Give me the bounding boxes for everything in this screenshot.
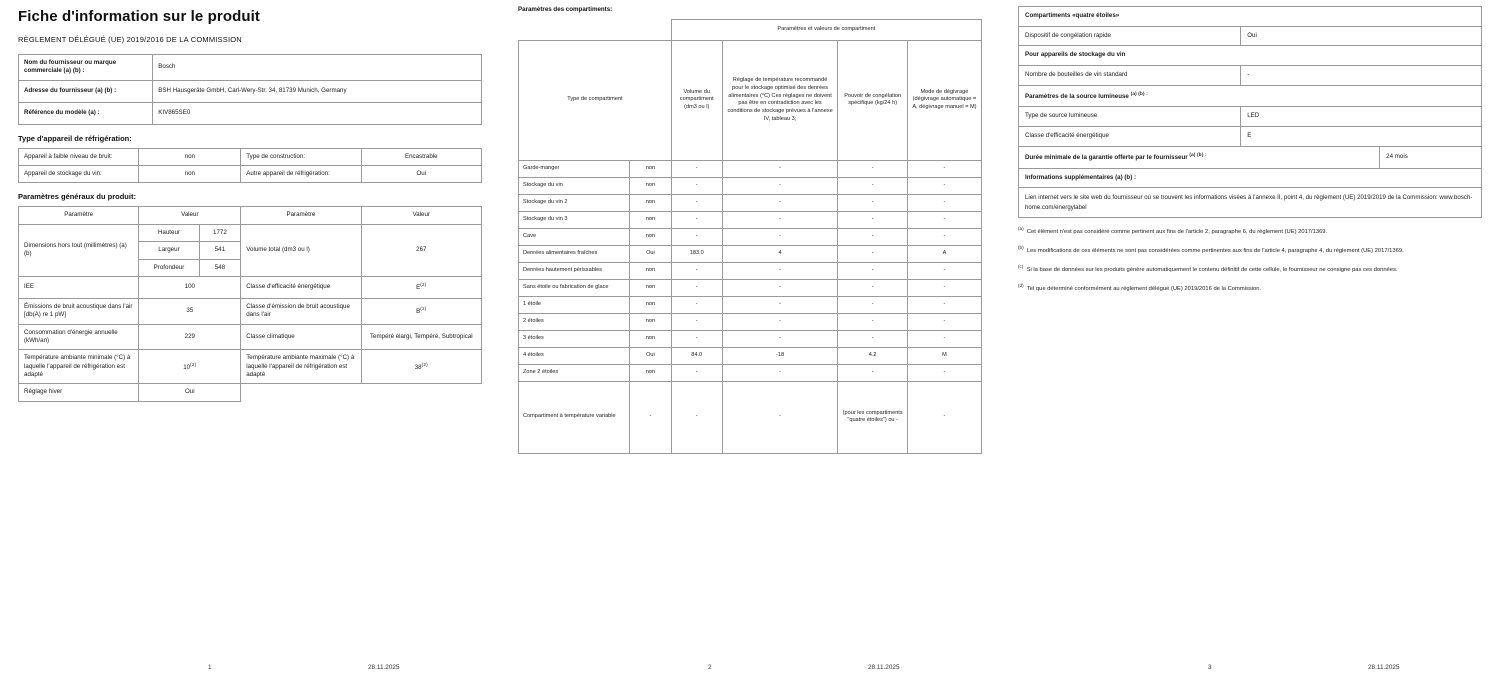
table-row — [519, 381, 982, 453]
compartment-name: Stockage du vin — [519, 177, 630, 194]
empty-cell — [361, 384, 481, 401]
winter-setting-value: Oui — [139, 384, 241, 401]
compartment-defrost: - — [907, 296, 981, 313]
compartment-volume: - — [671, 296, 722, 313]
other-appliance-value: Oui — [361, 166, 481, 183]
table-row — [519, 330, 982, 347]
compartment-present: Oui — [630, 347, 672, 364]
compartment-volume: - — [671, 177, 722, 194]
footnote-text: Si la base de données sur les produits génère automatiquement le contenu définitif de cette cellule, le fournisseur ne consigne pas ces données. — [1026, 266, 1398, 273]
compartment-name: Stockage du vin 2 — [519, 194, 630, 211]
table-row — [519, 364, 982, 381]
compartment-freezing: - — [838, 364, 907, 381]
compartment-name: 3 étoiles — [519, 330, 630, 347]
empty-cell — [241, 384, 361, 401]
compartment-present: Oui — [630, 245, 672, 262]
compartment-freezing: - — [838, 194, 907, 211]
height-value: 1772 — [199, 224, 241, 241]
supplier-address-value: BSH Hausgeräte GmbH, Carl-Wery-Str. 34, 81739 Munich, Germany — [153, 80, 482, 102]
compartment-freezing: (pour les compartiments "quatre étoiles") ou - — [838, 381, 907, 453]
height-label: Hauteur — [139, 224, 199, 241]
table-row — [519, 262, 982, 279]
noise-emission-value: 35 — [139, 298, 241, 324]
compartment-present: non — [630, 279, 672, 296]
compartment-defrost: - — [907, 381, 981, 453]
light-source-note-mark: (a) (b) : — [1130, 90, 1148, 96]
table-row — [1019, 107, 1482, 127]
freezing-capacity-header: Pouvoir de congélation spécifique (kg/24 h) — [838, 40, 907, 160]
total-volume-label: Volume total (dm3 ou l) — [241, 224, 361, 276]
compartment-volume-header: Volume du compartiment (dm3 ou l) — [671, 40, 722, 160]
compartment-freezing: - — [838, 177, 907, 194]
noise-class-label: Classe d'émission de bruit acoustique dans l'air — [241, 298, 361, 324]
empty-corner-cell — [519, 20, 672, 41]
warranty-label: Durée minimale de la garantie offerte par le fournisseur $^{(a) (b) :}$ — [1019, 146, 1380, 168]
compartment-present: non — [630, 194, 672, 211]
four-star-title: Compartiments «quatre étoiles» — [1019, 7, 1482, 27]
compartment-freezing: - — [838, 228, 907, 245]
eei-value: 100 — [139, 276, 241, 298]
table-row — [519, 347, 982, 364]
compartment-defrost: - — [907, 160, 981, 177]
light-source-title: Paramètres de la source lumineuse $^{(a) (b) :}$ — [1019, 85, 1482, 107]
compartment-temp: - — [722, 262, 838, 279]
model-reference-value: KIV865SE0 — [153, 102, 482, 124]
page-number: 1 — [208, 664, 212, 671]
eei-label: IEE — [19, 276, 139, 298]
footnote-mark: (c) — [1018, 263, 1024, 269]
depth-value: 548 — [199, 259, 241, 276]
min-ambient-note-mark: (2) — [190, 361, 197, 367]
compartment-present: non — [630, 262, 672, 279]
fast-freeze-value: Oui — [1241, 26, 1482, 46]
footnote-a — [1018, 225, 1482, 237]
table-row — [1019, 85, 1482, 107]
compartment-table — [518, 19, 982, 454]
compartment-temp: - — [722, 313, 838, 330]
energy-class-label: Classe d'efficacité énergétique — [241, 276, 361, 298]
footnotes — [1018, 225, 1482, 294]
compartment-name: 1 étoile — [519, 296, 630, 313]
page-title: Fiche d'information sur le produit — [18, 8, 260, 25]
table-row — [519, 279, 982, 296]
low-noise-value: non — [139, 148, 241, 165]
light-class-value: E — [1241, 127, 1482, 147]
annual-energy-label: Consommation d'énergie annuelle (kWh/an) — [19, 324, 139, 350]
compartment-freezing: - — [838, 296, 907, 313]
compartment-volume: - — [671, 262, 722, 279]
wine-storage-value: non — [139, 166, 241, 183]
compartment-temp: - — [722, 211, 838, 228]
compartment-present: non — [630, 330, 672, 347]
value-header-2: Valeur — [361, 207, 481, 224]
winter-setting-label: Réglage hiver — [19, 384, 139, 401]
footnote-mark: (b) — [1018, 244, 1024, 250]
light-type-value: LED — [1241, 107, 1482, 127]
footnote-text: Cet élément n'est pas considéré comme pertinent aux fins de l'article 2, paragraphe 6, du règlement (UE) 2017/1369. — [1026, 228, 1328, 235]
compartment-defrost: - — [907, 228, 981, 245]
page-3 — [1000, 0, 1500, 673]
table-row — [19, 276, 482, 298]
footnote-c — [1018, 263, 1482, 275]
compartment-name: Garde-manger — [519, 160, 630, 177]
compartment-volume: - — [671, 160, 722, 177]
compartment-type-header: Type de compartiment — [519, 40, 672, 160]
table-row — [519, 245, 982, 262]
compartment-temp: - — [722, 364, 838, 381]
compartment-defrost: A — [907, 245, 981, 262]
extra-info-text — [1019, 188, 1482, 218]
compartment-temp: - — [722, 177, 838, 194]
table-row — [19, 298, 482, 324]
footnote-text: Les modifications de ces éléments ne sont pas considérées comme pertinentes aux fins de l'article 4, paragraphe 4, du règlement (UE) 2017/1369. — [1026, 247, 1404, 254]
noise-class-note-mark: (2) — [420, 306, 427, 312]
table-row — [1019, 127, 1482, 147]
table-row — [519, 177, 982, 194]
regulation-subtitle: RÈGLEMENT DÉLÉGUÉ (UE) 2019/2016 DE LA COMMISSION — [18, 35, 242, 44]
construction-type-value: Encastrable — [361, 148, 481, 165]
table-row — [1019, 168, 1482, 188]
compartment-name: 2 étoiles — [519, 313, 630, 330]
noise-emission-label: Émissions de bruit acoustique dans l'air [db(A) re 1 pW] — [19, 298, 139, 324]
page-date: 28.11.2025 — [868, 664, 900, 671]
compartment-defrost: - — [907, 364, 981, 381]
compartment-freezing: - — [838, 245, 907, 262]
noise-class-value: $B^{(2)}$ — [361, 298, 481, 324]
width-value: 541 — [199, 242, 241, 259]
param-header-2: Paramètre — [241, 207, 361, 224]
table-row — [519, 296, 982, 313]
footnote-mark: (a) — [1018, 226, 1024, 232]
compartment-freezing: - — [838, 211, 907, 228]
extra-info-title: Informations supplémentaires (a) (b) : — [1019, 168, 1482, 188]
compartment-name: Denrées hautement périssables — [519, 262, 630, 279]
compartment-volume: - — [671, 381, 722, 453]
compartment-defrost: - — [907, 313, 981, 330]
compartment-freezing: 4.2 — [838, 347, 907, 364]
energy-class-note-mark: (2) — [420, 282, 427, 288]
compartment-name: Zone 2 étoiles — [519, 364, 630, 381]
page-number: 2 — [708, 664, 712, 671]
compartment-present: non — [630, 228, 672, 245]
table-row — [19, 102, 482, 124]
compartment-parameters-title: Paramètres des compartiments: — [518, 6, 613, 13]
compartment-freezing: - — [838, 330, 907, 347]
annual-energy-value: 229 — [139, 324, 241, 350]
wine-storage-label: Appareil de stockage du vin: — [19, 166, 139, 183]
compartment-freezing: - — [838, 160, 907, 177]
table-row — [519, 313, 982, 330]
appliance-type-table — [18, 148, 482, 184]
compartment-freezing: - — [838, 313, 907, 330]
table-row — [519, 40, 982, 160]
compartment-present: - — [630, 381, 672, 453]
compartment-temp: - — [722, 279, 838, 296]
recommended-temp-header: Réglage de température recommandé pour le stockage optimisé des denrées alimentaires (°C) Ces réglages ne doivent pas être en contradiction avec les conditions de stockage prévues à l'annexe IV, tableau 3; — [722, 40, 838, 160]
compartment-temp: - — [722, 160, 838, 177]
total-volume-value: 267 — [361, 224, 481, 276]
footnote-mark: (d) — [1018, 282, 1024, 288]
page-2 — [500, 0, 1000, 673]
table-row — [1019, 188, 1482, 218]
compartment-name: Stockage du vin 3 — [519, 211, 630, 228]
four-star-table — [1018, 6, 1482, 218]
compartment-freezing: - — [838, 262, 907, 279]
light-class-label: Classe d'efficacité énergétique — [1019, 127, 1241, 147]
page-date: 28.11.2025 — [368, 664, 400, 671]
compartment-freezing: - — [838, 279, 907, 296]
compartment-defrost: - — [907, 330, 981, 347]
footnote-d — [1018, 282, 1482, 294]
warranty-value: 24 mois — [1380, 146, 1482, 168]
compartment-volume: - — [671, 364, 722, 381]
table-row — [19, 224, 482, 241]
compartment-name: Sans étoile ou fabrication de glace — [519, 279, 630, 296]
appliance-type-title: Type d'appareil de réfrigération: — [18, 133, 132, 143]
table-row — [19, 207, 482, 224]
table-row — [1019, 66, 1482, 86]
compartment-temp: - — [722, 194, 838, 211]
low-noise-label: Appareil à faible niveau de bruit: — [19, 148, 139, 165]
max-ambient-value: 38$^{(2)}$ — [361, 350, 481, 384]
compartment-temp: - — [722, 296, 838, 313]
table-row — [1019, 26, 1482, 46]
table-row — [19, 350, 482, 384]
table-row — [1019, 46, 1482, 66]
compartment-present: non — [630, 177, 672, 194]
supplier-table — [18, 54, 482, 125]
compartment-volume: - — [671, 330, 722, 347]
compartment-present: non — [630, 211, 672, 228]
table-row — [19, 55, 482, 81]
table-row — [19, 384, 482, 401]
other-appliance-label: Autre appareil de réfrigération: — [241, 166, 361, 183]
wine-section-title: Pour appareils de stockage du vin — [1019, 46, 1482, 66]
compartment-volume: 84.0 — [671, 347, 722, 364]
table-row — [19, 148, 482, 165]
table-row — [1019, 146, 1482, 168]
width-label: Largeur — [139, 242, 199, 259]
general-parameters-title: Paramètres généraux du produit: — [18, 192, 136, 202]
fast-freeze-label: Dispositif de congélation rapide — [1019, 26, 1241, 46]
compartment-defrost: - — [907, 194, 981, 211]
compartment-present: non — [630, 296, 672, 313]
supplier-name-label: Nom du fournisseur ou marque commerciale (a) (b) : — [19, 55, 153, 81]
table-row — [519, 194, 982, 211]
table-row — [19, 324, 482, 350]
min-ambient-value: 10$^{(2)}$ — [139, 350, 241, 384]
compartment-volume: - — [671, 228, 722, 245]
warranty-note-mark: (a) (b) : — [1189, 151, 1207, 157]
compartment-volume: - — [671, 313, 722, 330]
wine-bottles-label: Nombre de bouteilles de vin standard — [1019, 66, 1241, 86]
climate-class-label: Classe climatique — [241, 324, 361, 350]
compartment-volume: - — [671, 211, 722, 228]
compartment-name: Compartiment à température variable — [519, 381, 630, 453]
table-row — [519, 20, 982, 41]
table-row — [519, 160, 982, 177]
table-row — [19, 80, 482, 102]
dimensions-label: Dimensions hors tout (millimètres) (a) (b) — [19, 224, 139, 276]
supplier-address-label: Adresse du fournisseur (a) (b) : — [19, 80, 153, 102]
compartment-defrost: - — [907, 177, 981, 194]
compartment-present: non — [630, 364, 672, 381]
value-header-1: Valeur — [139, 207, 241, 224]
compartment-defrost: - — [907, 262, 981, 279]
compartment-defrost: - — [907, 211, 981, 228]
compartment-name: 4 étoiles — [519, 347, 630, 364]
page-1 — [0, 0, 500, 673]
compartment-defrost: M — [907, 347, 981, 364]
compartment-temp: - — [722, 381, 838, 453]
compartment-present: non — [630, 160, 672, 177]
compartment-volume: 183.0 — [671, 245, 722, 262]
supplier-name-value: Bosch — [153, 55, 482, 81]
compartment-volume: - — [671, 279, 722, 296]
group-header: Paramètres et valeurs de compartiment — [671, 20, 981, 41]
footnote-text: Tel que déterminé conformément au règlement délégué (UE) 2019/2016 de la Commission. — [1026, 285, 1262, 292]
table-row — [519, 211, 982, 228]
compartment-temp: - — [722, 228, 838, 245]
page-number: 3 — [1208, 664, 1212, 671]
table-row — [1019, 7, 1482, 27]
min-ambient-label: Température ambiante minimale (°C) à laquelle l'appareil de réfrigération est adapté — [19, 350, 139, 384]
compartment-temp: -18 — [722, 347, 838, 364]
wine-bottles-value: - — [1241, 66, 1482, 86]
supplier-website-text: Lien internet vers le site web du fournisseur où se trouvent les informations visées à l'annexe II, point 4, du règlement (UE) 2019/2019 de la Commission: www.bosch-home.com/energylabel — [1025, 194, 1473, 211]
light-type-label: Type de source lumineuse — [1019, 107, 1241, 127]
compartment-name: Denrées alimentaires fraîches — [519, 245, 630, 262]
model-reference-label: Référence du modèle (a) : — [19, 102, 153, 124]
page-date: 28.11.2025 — [1368, 664, 1400, 671]
compartment-name: Cave — [519, 228, 630, 245]
compartment-present: non — [630, 313, 672, 330]
general-parameters-table — [18, 206, 482, 401]
max-ambient-label: Température ambiante maximale (°C) à laquelle l'appareil de réfrigération est adapté — [241, 350, 361, 384]
compartment-volume: - — [671, 194, 722, 211]
construction-type-label: Type de construction: — [241, 148, 361, 165]
table-row — [19, 166, 482, 183]
footnote-b — [1018, 244, 1482, 256]
energy-class-value: $E^{(2)}$ — [361, 276, 481, 298]
compartment-temp: 4 — [722, 245, 838, 262]
compartment-temp: - — [722, 330, 838, 347]
defrost-mode-header: Mode de dégivrage (dégivrage automatique = A, dégivrage manuel = M) — [907, 40, 981, 160]
param-header-1: Paramètre — [19, 207, 139, 224]
max-ambient-note-mark: (2) — [421, 361, 428, 367]
table-row — [519, 228, 982, 245]
depth-label: Profondeur — [139, 259, 199, 276]
compartment-defrost: - — [907, 279, 981, 296]
climate-class-value: Tempéré élargi, Tempéré, Subtropical — [361, 324, 481, 350]
